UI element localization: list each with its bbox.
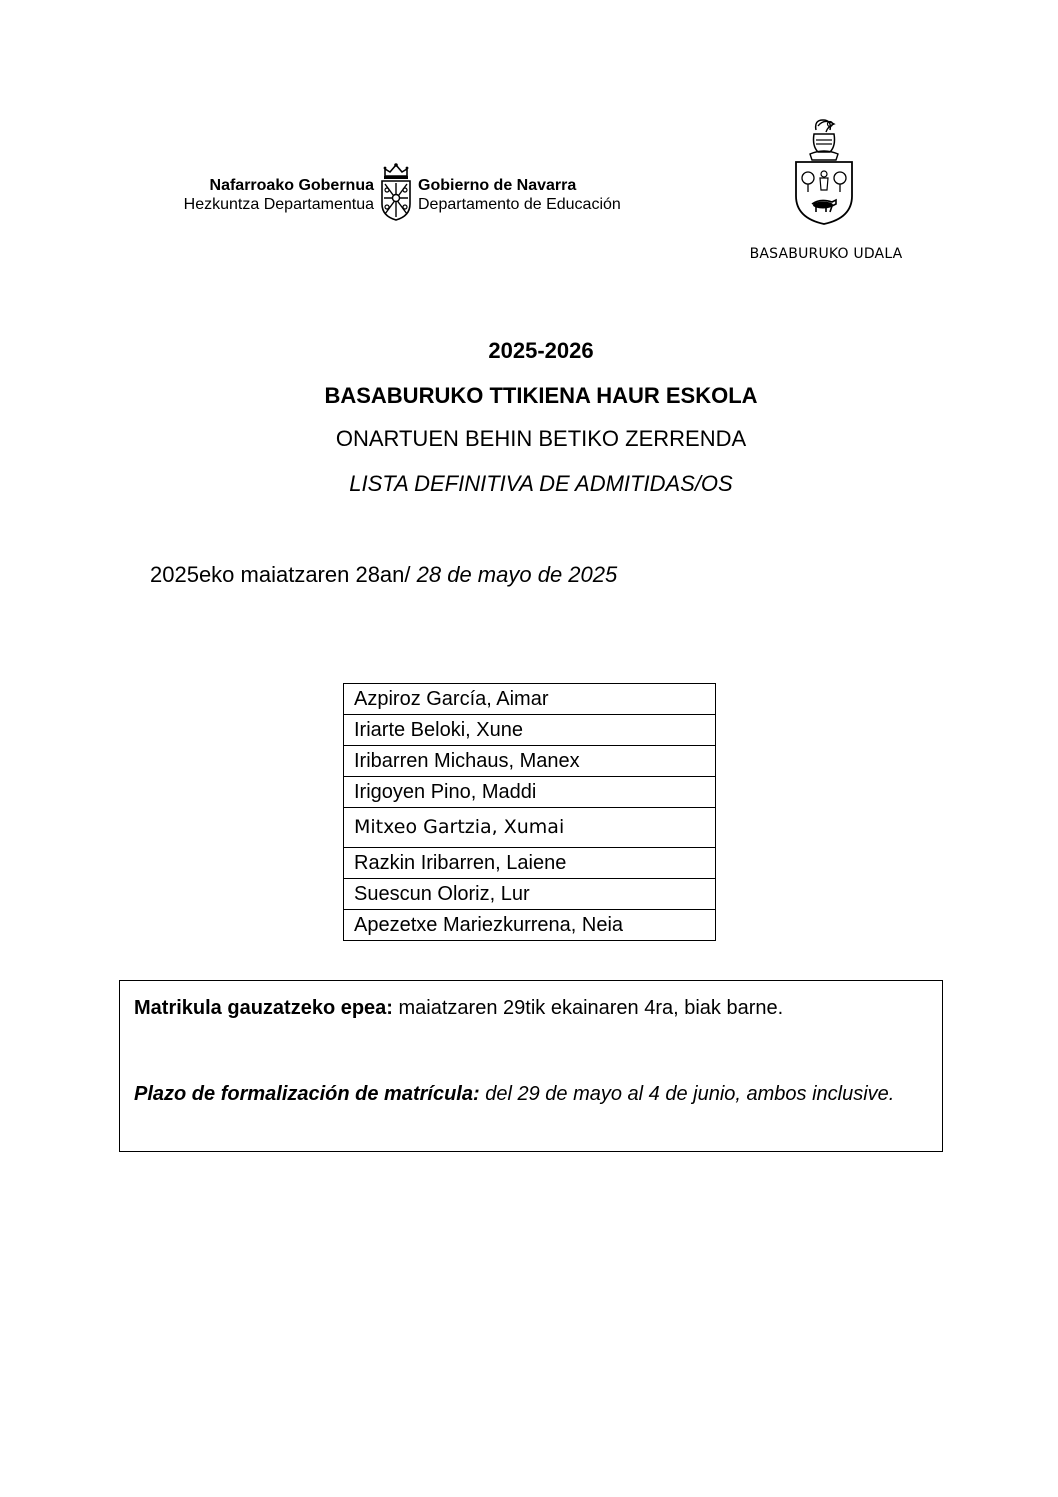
admitted-name-cell: Suescun Oloriz, Lur	[344, 879, 716, 910]
gov-name-spanish-line1: Gobierno de Navarra	[418, 177, 577, 194]
table-row	[344, 910, 716, 941]
date-basque: 2025eko maiatzaren 28an/	[150, 562, 417, 587]
enrollment-text-spanish: del 29 de mayo al 4 de junio, ambos inclusive.	[479, 1083, 895, 1105]
admitted-name-cell: Iribarren Michaus, Manex	[344, 746, 716, 777]
navarre-coat-of-arms-icon	[376, 162, 416, 222]
gov-name-basque	[152, 176, 374, 214]
enrollment-text-basque: maiatzaren 29tik ekainaren 4ra, biak barne.	[392, 997, 784, 1019]
enrollment-period-box	[119, 980, 943, 1152]
admitted-name-cell: Razkin Iribarren, Laiene	[344, 848, 716, 879]
enrollment-period-basque	[134, 995, 928, 1021]
basaburua-coat-of-arms-icon	[790, 118, 858, 228]
table-row	[344, 684, 716, 715]
gov-name-basque-line1: Nafarroako Gobernua	[209, 177, 374, 194]
gov-name-basque-line2: Hezkuntza Departamentua	[183, 196, 374, 213]
admitted-list-table	[343, 683, 716, 941]
table-row	[344, 808, 716, 848]
gov-name-spanish-line2: Departamento de Educación	[418, 196, 621, 213]
table-row	[344, 848, 716, 879]
enrollment-label-basque: Matrikula gauzatzeko epea:	[134, 997, 393, 1019]
date-spanish: 28 de mayo de 2025	[416, 562, 618, 587]
table-row	[344, 746, 716, 777]
admitted-name-cell: Iriarte Beloki, Xune	[344, 715, 716, 746]
enrollment-period-spanish	[134, 1079, 902, 1109]
list-title-basque: ONARTUEN BEHIN BETIKO ZERRENDA	[335, 426, 747, 451]
table-row	[344, 879, 716, 910]
government-logo	[152, 162, 662, 222]
municipality-name: BASABURUKO UDALA	[749, 246, 903, 262]
school-name-title: BASABURUKO TTIKIENA HAUR ESKOLA	[324, 383, 758, 408]
table-row	[344, 777, 716, 808]
admitted-name-cell: Irigoyen Pino, Maddi	[344, 777, 716, 808]
table-row	[344, 715, 716, 746]
admitted-name-cell: Mitxeo Gartzia, Xumai	[344, 808, 716, 848]
publication-date	[150, 562, 617, 588]
enrollment-label-spanish: Plazo de formalización de matrícula:	[134, 1083, 480, 1105]
admitted-name-cell: Apezetxe Mariezkurrena, Neia	[344, 910, 716, 941]
list-title-spanish: LISTA DEFINITIVA DE ADMITIDAS/OS	[349, 471, 733, 496]
admitted-name-cell: Azpiroz García, Aimar	[344, 684, 716, 715]
school-year-title: 2025-2026	[488, 338, 594, 363]
gov-name-spanish	[418, 176, 668, 214]
